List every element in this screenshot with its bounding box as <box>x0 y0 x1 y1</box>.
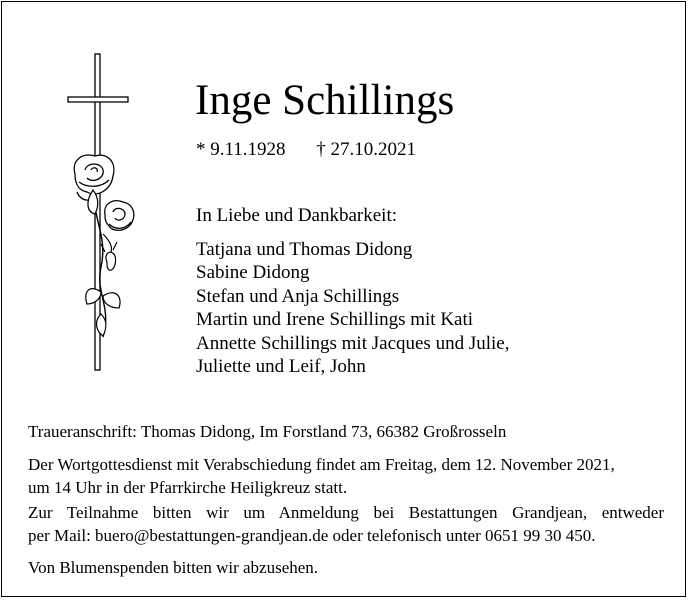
mourner-entry: Annette Schillings mit Jacques und Julie, <box>196 332 510 354</box>
birth-date: * 9.11.1928 <box>196 139 286 160</box>
rsvp-line: per Mail: buero@bestattungen-grandjean.de oder telefonisch unter 0651 99 30 450. <box>28 525 596 545</box>
mourning-intro: In Liebe und Dankbarkeit: <box>196 205 398 226</box>
mourner-entry: Sabine Didong <box>196 262 310 284</box>
mourner-entry: Tatjana und Thomas Didong <box>196 239 413 260</box>
obituary-card <box>1 1 686 597</box>
rsvp-notice <box>28 502 664 547</box>
deceased-name: Inge Schillings <box>195 77 455 124</box>
mourner-entry: Juliette und Leif, John <box>196 356 366 378</box>
mourner-entry: Stefan und Anja Schillings <box>196 285 400 307</box>
service-announcement <box>28 454 664 499</box>
mourner-entry: Martin und Irene Schillings mit Kati <box>196 309 474 331</box>
rsvp-line: Zur Teilnahme bitten wir um Anmeldung bei Bestattungen Grandjean, entweder <box>28 503 664 522</box>
mourners-list <box>196 238 509 378</box>
death-date: † 27.10.2021 <box>316 139 417 160</box>
cross-with-roses-icon <box>57 52 147 372</box>
service-line: Der Wortgottesdienst mit Verabschiedung findet am Freitag, dem 12. November 2021, <box>28 455 615 474</box>
mourning-address: Traueranschrift: Thomas Didong, Im Forstland 73, 66382 Großrosseln <box>28 422 507 441</box>
flowers-notice: Von Blumenspenden bitten wir abzusehen. <box>28 558 319 577</box>
life-dates <box>196 139 416 161</box>
service-line: um 14 Uhr in der Pfarrkirche Heiligkreuz statt. <box>28 477 348 497</box>
